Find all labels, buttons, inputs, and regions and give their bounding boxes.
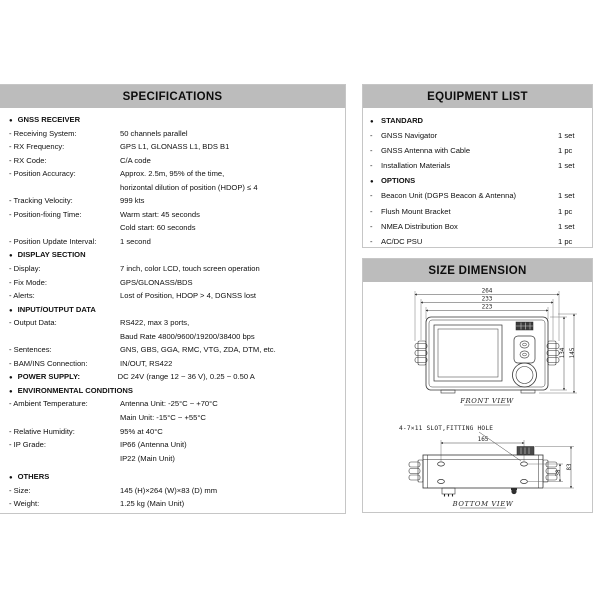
spec-row <box>9 235 341 249</box>
spec-row <box>9 181 341 195</box>
spec-label: OTHERS <box>17 472 50 482</box>
bullet-icon: ● <box>9 388 13 395</box>
spec-row <box>9 248 341 262</box>
equipment-list-header <box>363 85 592 108</box>
bullet-icon: ● <box>9 475 13 482</box>
dim-width-264: 264 <box>481 287 493 295</box>
spec-value: IP66 (Antenna Unit) <box>120 440 187 450</box>
spec-value: GNS, GBS, GGA, RMC, VTG, ZDA, DTM, etc. <box>120 345 276 355</box>
equipment-row <box>370 219 584 234</box>
button-icon <box>520 341 529 348</box>
dim-width-223: 223 <box>481 303 493 311</box>
specifications-panel <box>0 84 346 514</box>
spec-row <box>9 154 341 168</box>
spec-label: - Alerts: <box>9 291 35 301</box>
spec-label: - IP Grade: <box>9 440 47 450</box>
slot-hole-icon <box>438 479 445 483</box>
equipment-label: GNSS Navigator <box>381 131 438 141</box>
dim-height-145: 145 <box>569 347 576 359</box>
equipment-list <box>363 108 592 249</box>
bullet-icon: - <box>370 206 373 216</box>
bullet-icon: ● <box>370 179 374 186</box>
spec-value: GPS L1, GLONASS L1, BDS B1 <box>120 142 230 152</box>
equipment-list-title: EQUIPMENT LIST <box>427 90 528 103</box>
bullet-icon: ● <box>9 375 13 382</box>
spec-value: Antenna Unit: -25°C ~ +70°C <box>120 399 218 409</box>
key-panel <box>514 336 535 363</box>
specifications-title: SPECIFICATIONS <box>122 90 223 103</box>
mount-knob-left <box>415 341 427 365</box>
equipment-label: Beacon Unit (DGPS Beacon & Antenna) <box>381 191 517 201</box>
spec-value: 1.25 kg (Main Unit) <box>120 499 185 509</box>
mount-knob-right <box>547 341 559 365</box>
spec-label: - Position Accuracy: <box>9 169 76 179</box>
spec-value: C/A code <box>120 155 151 165</box>
mount-knob-right <box>543 460 557 482</box>
bullet-icon: ● <box>9 118 13 124</box>
specifications-header <box>0 85 345 108</box>
equipment-row <box>370 234 584 249</box>
spec-label: - Tracking Velocity: <box>9 196 73 206</box>
bullet-icon: - <box>370 221 373 231</box>
spec-value: Approx. 2.5m, 95% of the time, <box>120 169 225 179</box>
spec-label: - Ambient Temperature: <box>9 399 88 409</box>
bullet-icon: - <box>370 161 373 171</box>
spec-label: - Position Update Interval: <box>9 236 97 246</box>
equipment-qty: 1 pc <box>558 206 573 216</box>
bottom-view-label: BOTTOM VIEW <box>452 500 514 508</box>
equipment-qty: 1 pc <box>558 146 573 156</box>
spec-row <box>9 221 341 235</box>
spec-label: GNSS RECEIVER <box>17 115 81 124</box>
spec-row <box>9 452 341 466</box>
equipment-row <box>370 204 584 219</box>
bullet-icon: - <box>370 146 373 156</box>
spec-value: Cold start: 60 seconds <box>120 223 196 233</box>
bullet-icon: - <box>370 131 373 141</box>
spec-row <box>9 276 341 290</box>
spec-row <box>9 397 341 411</box>
bullet-icon: ● <box>370 119 374 125</box>
bullet-icon: - <box>370 191 373 201</box>
spec-value: DC 24V (range 12 ~ 36 V), 0.25 ~ 0.50 A <box>117 372 255 382</box>
bullet-icon: - <box>370 236 373 246</box>
spec-row <box>9 262 341 276</box>
spec-row <box>9 411 341 425</box>
slot-hole-icon <box>521 462 528 466</box>
spec-row <box>9 167 341 181</box>
spec-label: - RX Frequency: <box>9 142 65 152</box>
speaker-grille-icon <box>516 322 533 330</box>
spec-row <box>9 484 341 498</box>
spec-row <box>9 330 341 344</box>
spec-row <box>9 208 341 222</box>
spec-label: - Output Data: <box>9 318 57 328</box>
spec-label: ENVIRONMENTAL CONDITIONS <box>17 385 133 395</box>
mount-knob-left <box>409 460 423 482</box>
device-screen <box>434 325 502 381</box>
dim-height-134: 134 <box>559 347 566 359</box>
spec-label: - Sentences: <box>9 345 52 355</box>
bottom-view <box>399 425 574 508</box>
spec-label: - Size: <box>9 485 31 495</box>
spec-value: 95% at 40°C <box>120 426 163 436</box>
spec-row <box>9 497 341 511</box>
spec-value: 999 kts <box>120 196 145 206</box>
equipment-label: AC/DC PSU <box>381 236 423 246</box>
bullet-icon: ● <box>9 253 13 260</box>
spec-row <box>9 303 341 317</box>
connector-block-icon <box>517 447 534 456</box>
equipment-row <box>370 143 584 158</box>
spec-value: IN/OUT, RS422 <box>120 358 173 368</box>
slot-note: 4-7×11 SLOT,FITTING HOLE <box>399 425 494 432</box>
equipment-row <box>370 173 584 188</box>
spec-value: Lost of Position, HDOP > 4, DGNSS lost <box>120 291 256 301</box>
slot-hole-icon <box>521 479 528 483</box>
spec-row <box>9 370 341 384</box>
equipment-label: Flush Mount Bracket <box>381 206 451 216</box>
knob-icon <box>513 363 537 387</box>
drain-plug-icon <box>511 488 517 494</box>
equipment-label: STANDARD <box>381 116 424 125</box>
equipment-label: OPTIONS <box>381 176 416 186</box>
spec-label: - Position-fixing Time: <box>9 209 82 219</box>
spec-label: DISPLAY SECTION <box>17 250 86 260</box>
spec-row <box>9 140 341 154</box>
spec-value: 1 second <box>120 236 151 246</box>
spec-value: RS422, max 3 ports, <box>120 318 190 328</box>
bottom-connector-icon <box>442 488 455 497</box>
equipment-row <box>370 158 584 173</box>
spec-value: IP22 (Main Unit) <box>120 453 175 463</box>
spec-value: Warm start: 45 seconds <box>120 209 200 219</box>
equipment-qty: 1 set <box>558 131 575 141</box>
equipment-qty: 1 set <box>558 191 575 201</box>
dim-width-233: 233 <box>481 295 493 303</box>
spec-value: Main Unit: -15°C ~ +55°C <box>120 413 206 423</box>
spec-value: horizontal dilution of position (HDOP) ≤ 4 <box>120 182 258 192</box>
dim-hole-spacing: 165 <box>477 436 489 443</box>
spec-row <box>9 289 341 303</box>
equipment-qty: 1 set <box>558 221 575 231</box>
spec-row <box>9 470 341 484</box>
spec-label: - RX Code: <box>9 155 47 165</box>
equipment-label: GNSS Antenna with Cable <box>381 146 471 156</box>
slot-hole-icon <box>438 462 445 466</box>
bullet-icon: ● <box>9 307 13 314</box>
equipment-label: Installation Materials <box>381 161 451 171</box>
equipment-row <box>370 128 584 143</box>
size-dimension-title: SIZE DIMENSION <box>428 264 527 277</box>
spec-row <box>9 425 341 439</box>
spec-row <box>9 194 341 208</box>
spec-label: - Receiving System: <box>9 128 77 138</box>
size-dimension-header <box>363 259 592 282</box>
spec-label: POWER SUPPLY: <box>17 372 81 382</box>
spec-label: INPUT/OUTPUT DATA <box>17 304 96 314</box>
spec-value: 7 inch, color LCD, touch screen operation <box>120 264 260 274</box>
spec-value: GPS/GLONASS/BDS <box>120 277 193 287</box>
spec-value: 50 channels parallel <box>120 128 188 138</box>
equipment-qty: 1 pc <box>558 236 573 246</box>
equipment-label: NMEA Distribution Box <box>381 221 458 231</box>
dim-depth-83: 83 <box>567 463 573 471</box>
spec-label: - Weight: <box>9 499 40 509</box>
equipment-row <box>370 188 584 203</box>
spec-row <box>9 113 341 127</box>
equipment-qty: 1 set <box>558 161 575 171</box>
size-dimension-drawing <box>363 283 592 512</box>
spec-row <box>9 438 341 452</box>
dim-depth-38: 38 <box>556 469 562 477</box>
spec-row <box>9 316 341 330</box>
front-view-label: FRONT VIEW <box>460 397 514 405</box>
front-view <box>415 288 577 406</box>
spec-row <box>9 384 341 398</box>
spec-label: - BAM/INS Connection: <box>9 358 88 368</box>
spec-row <box>9 127 341 141</box>
spec-row <box>9 357 341 371</box>
size-dimension-panel <box>362 258 593 513</box>
equipment-list-panel <box>362 84 593 248</box>
spec-row <box>9 343 341 357</box>
spec-value: Baud Rate 4800/9600/19200/38400 bps <box>120 331 255 341</box>
specifications-list <box>0 108 345 511</box>
spec-value: 145 (H)×264 (W)×83 (D) mm <box>120 485 218 495</box>
spec-label: - Fix Mode: <box>9 277 47 287</box>
button-icon <box>520 351 529 358</box>
spec-label: - Display: <box>9 264 41 274</box>
equipment-row <box>370 113 584 128</box>
spec-label: - Relative Humidity: <box>9 426 75 436</box>
